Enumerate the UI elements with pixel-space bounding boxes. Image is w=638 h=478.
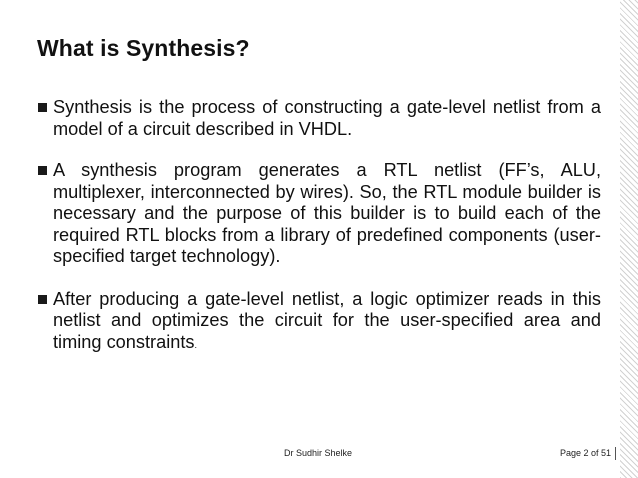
square-bullet-icon — [38, 295, 47, 304]
bullet-text: After producing a gate-level netlist, a logic optimizer reads in this netlist and optimizes the circuit for the user-specified area and timing constraints — [53, 288, 601, 352]
footer-divider — [615, 447, 616, 460]
bullet-text: Synthesis is the process of constructing a gate-level netlist from a model of a circuit described in VHDL. — [53, 97, 601, 139]
decorative-hatch-band — [620, 0, 638, 478]
bullet-item — [38, 160, 601, 268]
bullet-list — [38, 97, 601, 356]
square-bullet-icon — [38, 166, 47, 175]
square-bullet-icon — [38, 103, 47, 112]
slide-title: What is Synthesis? — [37, 35, 250, 61]
footer-author: Dr Sudhir Shelke — [284, 448, 353, 458]
bullet-text: A synthesis program generates a RTL netlist (FF’s, ALU, multiplexer, interconnected by wires). So, the RTL module builder is necessary and the purpose of this builder is to build each of the required RTL blocks from a library of predefined components (user-specified target technology). — [53, 160, 601, 266]
bullet-trailing-period: . — [194, 339, 198, 350]
bullet-item — [38, 289, 601, 357]
footer-page-number: Page 2 of 51 — [560, 448, 612, 458]
bullet-item — [38, 97, 601, 140]
